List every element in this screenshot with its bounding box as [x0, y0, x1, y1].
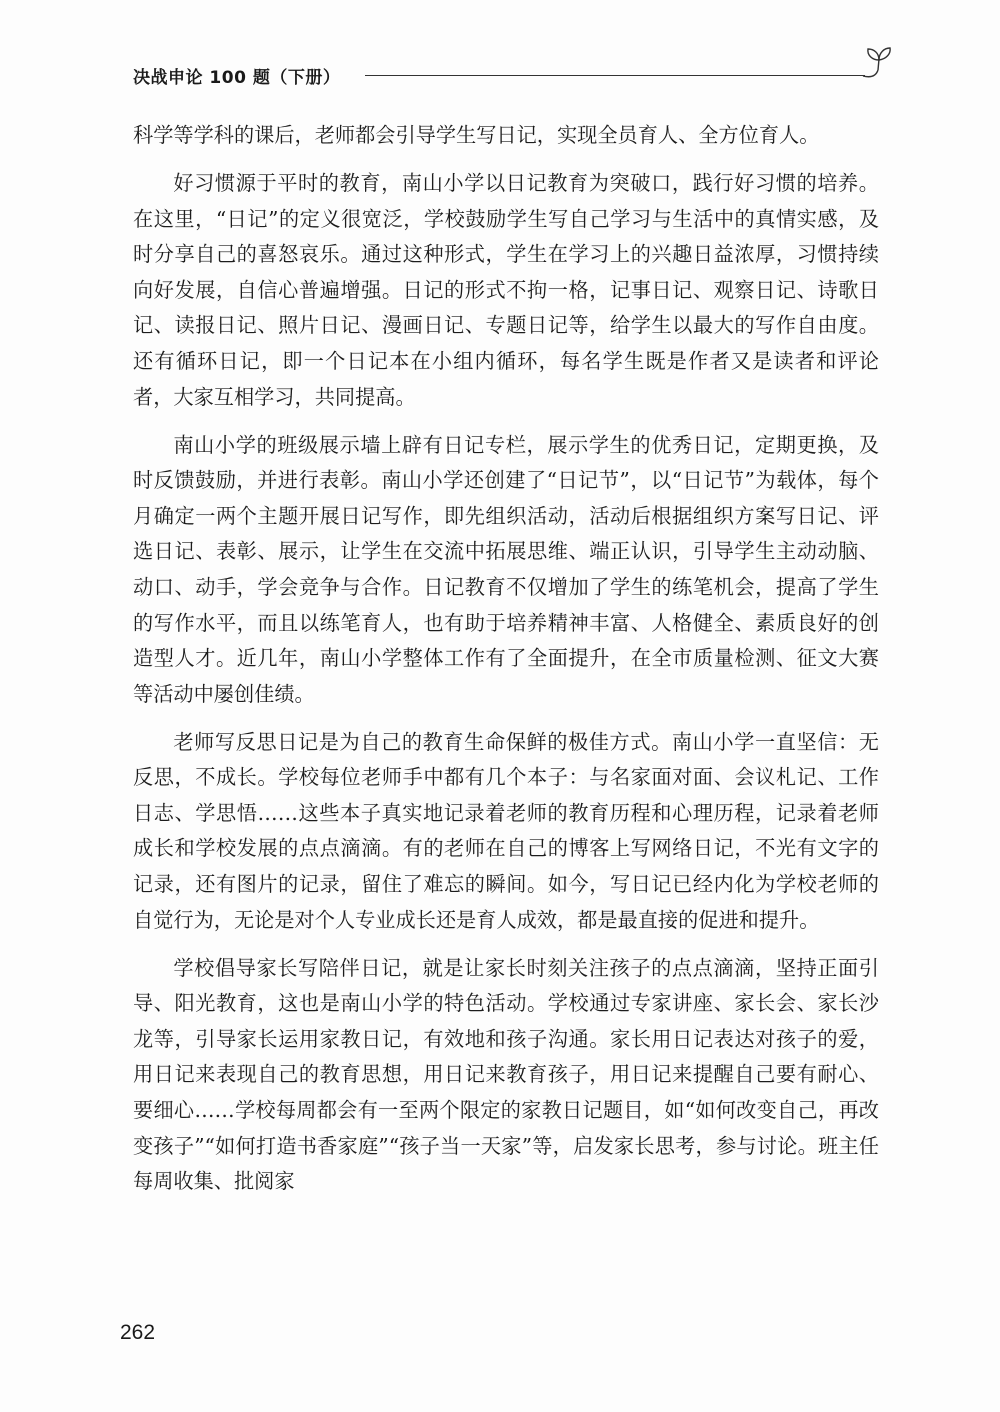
book-title: 决战申论 100 题（下册）: [133, 68, 341, 88]
header-rule: [365, 75, 865, 76]
paragraph: 好习惯源于平时的教育，南山小学以日记教育为突破口，践行好习惯的培养。在这里，“日记”的定义很宽泛，学校鼓励学生写自己学习与生活中的真情实感，及时分享自己的喜怒哀乐。通过这种形式，学生在学习上的兴趣日益浓厚，习惯持续向好发展，自信心普遍增强。日记的形式不拘一格，记事日记、观察日记、诗歌日记、读报日记、照片日记、漫画日记、专题日记等，给学生以最大的写作自由度。还有循环日记，即一个日记本在小组内循环，每名学生既是作者又是读者和评论者，大家互相学习，共同提高。: [133, 170, 879, 409]
paragraph-continued: 科学等学科的课后，老师都会引导学生写日记，实现全员育人、全方位育人。: [133, 123, 820, 147]
body-text: [133, 118, 879, 1212]
paragraph: 学校倡导家长写陪伴日记，就是让家长时刻关注孩子的点点滴滴，坚持正面引导、阳光教育，这也是南山小学的特色活动。学校通过专家讲座、家长会、家长沙龙等，引导家长运用家教日记，有效地和孩子沟通。家长用日记表达对孩子的爱，用日记来表现自己的教育思想，用日记来教育孩子，用日记来提醒自己要有耐心、要细心……学校每周都会有一至两个限定的家教日记题目，如“如何改变自己，再改变孩子”“如何打造书香家庭”“孩子当一天家”等，启发家长思考，参与讨论。班主任每周收集、批阅家: [133, 955, 879, 1194]
running-header: [133, 57, 893, 93]
sprout-icon: [857, 43, 897, 85]
paragraph: 老师写反思日记是为自己的教育生命保鲜的极佳方式。南山小学一直坚信：无反思，不成长。学校每位老师手中都有几个本子：与名家面对面、会议札记、工作日志、学思悟……这些本子真实地记录着老师的教育历程和心理历程，记录着老师成长和学校发展的点点滴滴。有的老师在自己的博客上写网络日记，不光有文字的记录，还有图片的记录，留住了难忘的瞬间。如今，写日记已经内化为学校老师的自觉行为，无论是对个人专业成长还是育人成效，都是最直接的促进和提升。: [133, 729, 879, 932]
page-number: 262: [120, 1321, 156, 1344]
paragraph: 南山小学的班级展示墙上辟有日记专栏，展示学生的优秀日记，定期更换，及时反馈鼓励，并进行表彰。南山小学还创建了“日记节”，以“日记节”为载体，每个月确定一两个主题开展日记写作，即先组织活动，活动后根据组织方案写日记、评选日记、表彰、展示，让学生在交流中拓展思维、端正认识，引导学生主动动脑、动口、动手，学会竞争与合作。日记教育不仅增加了学生的练笔机会，提高了学生的写作水平，而且以练笔育人，也有助于培养精神丰富、人格健全、素质良好的创造型人才。近几年，南山小学整体工作有了全面提升，在全市质量检测、征文大赛等活动中屡创佳绩。: [133, 432, 879, 706]
